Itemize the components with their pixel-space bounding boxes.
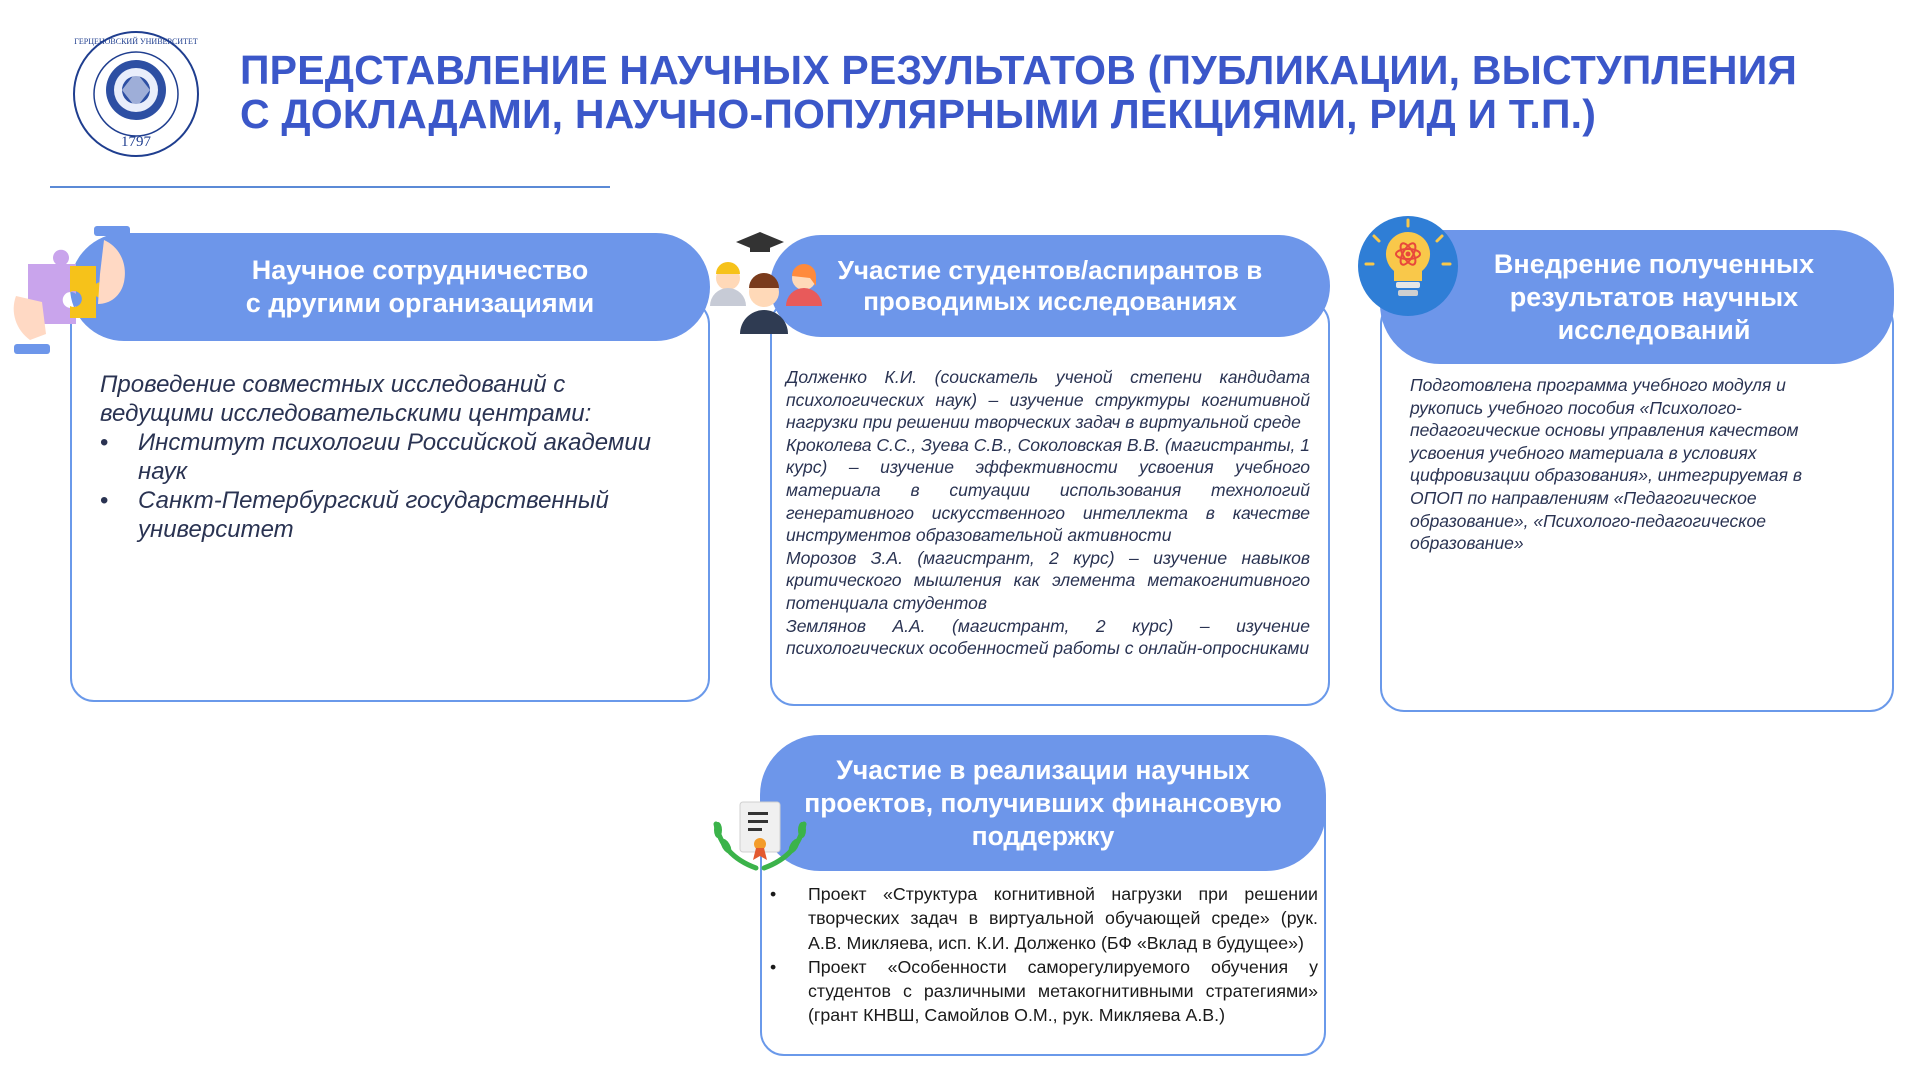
logo-year: 1797 — [121, 134, 151, 150]
students-item: Землянов А.А. (магистрант, 2 курс) – изучение психологических особенностей работы с онлайн-опросниками — [786, 615, 1310, 659]
projects-title-line3: поддержку — [971, 820, 1115, 851]
implementation-title-line1: Внедрение полученных — [1493, 248, 1815, 279]
implementation-body: Подготовлена программа учебного модуля и рукопись учебного пособия «Психолого-педагогические основы управления качеством усвоения учебного материала в условиях цифровизации образования», интегрируемая в ОПОП по направлениям «Педагогическое образование», «Психолого-педагогическое образование» — [1410, 375, 1802, 554]
students-body — [786, 366, 1310, 660]
list-item: • Санкт-Петербургский государственный университет — [138, 486, 680, 544]
students-header — [770, 235, 1330, 337]
cooperation-header — [70, 233, 710, 341]
certificate-laurel-icon — [710, 800, 810, 880]
projects-list — [768, 882, 1318, 1028]
projects-body — [768, 882, 1318, 1028]
list-item: • Проект «Структура когнитивной нагрузки при решении творческих задач в виртуальной обучающей среде» (рук. А.В. Микляева, исп. К.И. Долженко (БФ «Вклад в будущее») — [808, 882, 1318, 955]
implementation-title-line2: результатов научных — [1509, 281, 1799, 312]
implementation-title-line3: исследований — [1557, 314, 1751, 345]
list-item: • Институт психологии Российской академии наук — [138, 428, 680, 486]
students-item: Долженко К.И. (соискатель ученой степени кандидата психологических наук) – изучение структуры когнитивной нагрузки при решении творческих задач в виртуальной среде — [786, 367, 1310, 433]
page-title-line2: С ДОКЛАДАМИ, НАУЧНО-ПОПУЛЯРНЫМИ ЛЕКЦИЯМИ, РИД И Т.П.) — [240, 91, 1597, 137]
students-title-line1: Участие студентов/аспирантов в — [837, 255, 1263, 285]
title-divider — [50, 186, 610, 188]
projects-title-line1: Участие в реализации научных — [836, 754, 1250, 785]
list-item: • Проект «Особенности саморегулируемого обучения у студентов с различными метакогнитивными стратегиями» (грант КНВШ, Самойлов О.М., рук. Микляева А.В.) — [808, 955, 1318, 1028]
students-title-line2: проводимых исследованиях — [863, 286, 1237, 316]
projects-header — [760, 735, 1326, 871]
cooperation-title-line2: с другими организациями — [245, 288, 595, 318]
cooperation-intro: Проведение совместных исследований с ведущими исследовательскими центрами: — [100, 371, 592, 427]
students-group-icon — [706, 230, 826, 336]
logo-top-text: ГЕРЦЕНОВСКИЙ УНИВЕРСИТЕТ — [74, 37, 198, 46]
students-item: Кроколева С.С., Зуева С.В., Соколовская В.В. (магистранты, 1 курс) – изучение эффективности усвоения учебного материала в ситуации использования технологий генеративного искусственного интеллекта в качестве инструментов образовательной активности — [786, 434, 1310, 546]
cooperation-title-line1: Научное сотрудничество — [251, 255, 589, 285]
page-title-line1: ПРЕДСТАВЛЕНИЕ НАУЧНЫХ РЕЗУЛЬТАТОВ (ПУБЛИКАЦИИ, ВЫСТУПЛЕНИЯ — [240, 47, 1798, 93]
cooperation-list — [100, 428, 680, 544]
projects-title-line2: проектов, получивших финансовую — [804, 787, 1282, 818]
university-logo — [66, 28, 206, 160]
puzzle-hands-icon — [8, 226, 140, 356]
cooperation-body — [100, 370, 680, 544]
lightbulb-atom-icon — [1356, 214, 1460, 318]
page-title — [240, 48, 1860, 136]
students-item: Морозов З.А. (магистрант, 2 курс) – изучение навыков критического мышления как элемента метакогнитивного потенциала студентов — [786, 547, 1310, 613]
